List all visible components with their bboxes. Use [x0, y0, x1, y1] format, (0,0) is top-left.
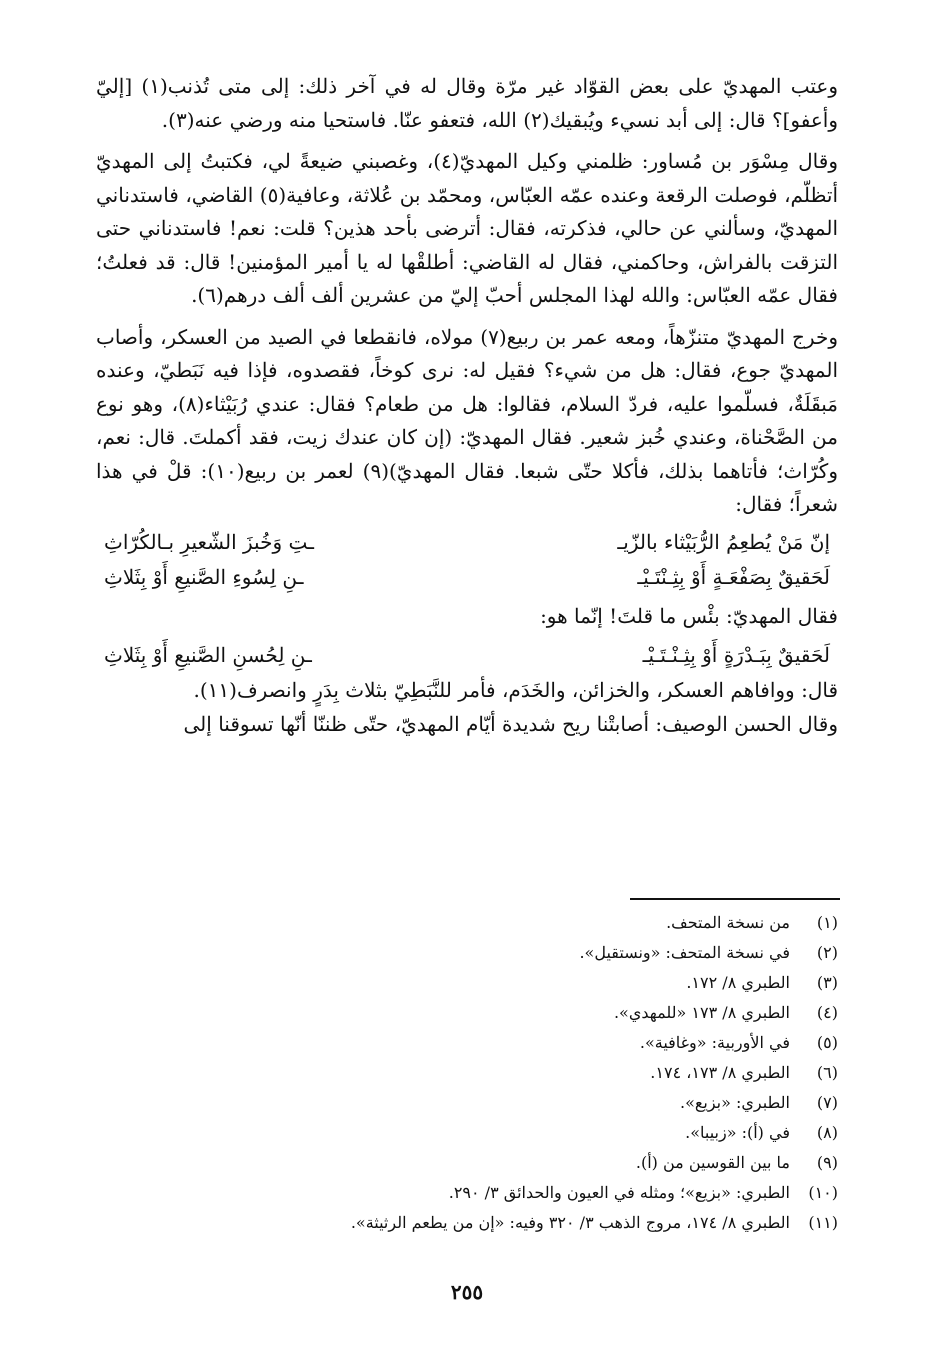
- footnote-text: الطبري: «بزيع»؛ ومثله في العيون والحدائق ٣/ ٢٩٠.: [448, 1183, 790, 1202]
- paragraph: وقال الحسن الوصيف: أصابتْنا ريح شديدة أيّام المهديّ، حتّى ظننّا أنّها تسوقنا إلى: [183, 711, 838, 736]
- footnote: [96, 1118, 838, 1148]
- footnote-text: الطبري ٨/ ١٧٣ «للمهدي».: [613, 1003, 790, 1022]
- verse-hemistich: لَحَقيقٌ بِبَـدْرَةٍ أَوْ بِثِـنْـتَـيْـ: [642, 643, 830, 667]
- footnote-text: الطبري ٨/ ١٧٢.: [686, 973, 790, 992]
- footnote: [96, 968, 838, 998]
- footnote-number: (٣): [816, 973, 838, 992]
- footnote: [96, 1028, 838, 1058]
- footnote-number: (٢): [816, 943, 838, 962]
- footnote-number: (٩): [816, 1153, 838, 1172]
- footnote: [96, 1148, 838, 1178]
- footnote-text: في الأوربية: «وغافية».: [639, 1033, 790, 1052]
- verse-hemistich: إنّ مَنْ يُطعِمُ الرُّبَيْثاء بالزّيـ: [617, 529, 830, 554]
- verse-line: [96, 561, 838, 596]
- footnote: [96, 908, 838, 938]
- footnote-number: (١): [816, 913, 838, 932]
- footnote-number: (٤): [816, 1003, 838, 1022]
- footnote-text: في نسخة المتحف: «ونستقيل».: [579, 943, 790, 962]
- footnote-text: ما بين القوسين من (أ).: [635, 1153, 790, 1172]
- verse-hemistich: لَحَقيقٌ بِصَفْعَـةٍ أَوْ بِثِـنْتَـيْـ: [637, 564, 830, 589]
- footnote: [96, 1088, 838, 1118]
- verse-hemistich: ـنِ لِحُسنِ الصَّنيعِ أَوْ بِثَلاثِ: [104, 643, 312, 667]
- footnote-number: (١١): [808, 1213, 838, 1232]
- paragraph: فقال المهديّ: بئْس ما قلتَ! إنّما هو:: [540, 603, 838, 628]
- footnote-number: (١٠): [808, 1183, 838, 1202]
- verse-hemistich: ـنِ لِسُوءِ الصَّنيعِ أَوْ بِثَلاثِ: [104, 564, 304, 589]
- verse-hemistich: ـتِ وَخُبزَ الشّعيرِ بـالكُرّاثِ: [104, 529, 314, 554]
- footnote-divider: [630, 898, 840, 900]
- footnote: [96, 998, 838, 1028]
- footnote-text: الطبري ٨/ ١٧٣، ١٧٤.: [650, 1063, 790, 1082]
- footnotes: [96, 908, 838, 1238]
- footnote: [96, 938, 838, 968]
- footnote-number: (٧): [816, 1093, 838, 1112]
- footnote-number: (٥): [816, 1033, 838, 1052]
- footnote: [96, 1058, 838, 1088]
- footnote-text: الطبري: «بزيع».: [679, 1093, 790, 1112]
- footnote-number: (٨): [816, 1123, 838, 1142]
- paragraph: وقال مِسْوَر بن مُساور: ظلمني وكيل المهديّ(٤)، وغصبني ضيعةً لي، فكتبتُ إلى المهديّ أتظلّم، فوصلت الرقعة وعنده عمّه العبّاس، ومحمّد بن عُلاثة، وعافية(٥) القاضي، فاستدناني المهديّ، وسألني عن حالي، فذكرته، فقال: أترضى بأحد هذين؟ قلت: نعم! فاستدناني حتى التزقت بالفراش، وحاكمني، فقال له القاضي: أطلقْها له يا أمير المؤمنين! قال: قد فعلتُ؛ فقال عمّه العبّاس: والله لهذا المجلس أحبّ إليّ من عشرين ألف ألف درهم(٦).: [96, 149, 838, 307]
- footnote: [96, 1178, 838, 1208]
- verse-line: [96, 526, 838, 561]
- main-text: [96, 70, 838, 749]
- verse-line: [96, 639, 838, 674]
- paragraph: قال: ووافاهم العسكر، والخزائن، والخَدَم، فأمر للنَّبَطِيّ بثلاث بِدَرٍ وانصرف(١١).: [193, 678, 838, 702]
- paragraph: وخرج المهديّ متنزّهاً، ومعه عمر بن ربيع(٧) مولاه، فانقطعا في الصيد من العسكر، وأصاب المهديّ جوع، فقال: هل من شيء؟ فقيل له: نرى كوخاً، فقصدوه، فإذا فيه نَبَطيّ، وعنده مَبقَلَةٌ، فسلّموا عليه، فردّ السلام، فقالوا: هل من طعام؟ فقال: عندي رُبَيْثاء(٨)، وهو نوع من الصَّحْناة، وعندي خُبز شعير. فقال المهديّ: (إن كان عندك زيت، فقد أكملتَ. قال: نعم، وكُرّاث؛ فأتاهما بذلك، فأكلا حتّى شبعا. فقال المهديّ)(٩) لعمر بن ربيع(١٠): قلْ في هذا شعراً؛ فقال:: [96, 324, 838, 516]
- page-number: ٢٥٥: [450, 1280, 484, 1304]
- paragraph: وعتب المهديّ على بعض القوّاد غير مرّة وقال له في آخر ذلك: إلى متى تُذنب(١) [إليّ وأعفو]؟ قال: إلى أبد نسيء ويُبقيك(٢) الله، فتعفو عنّا. فاستحيا منه ورضي عنه(٣).: [96, 74, 838, 132]
- footnote-number: (٦): [816, 1063, 838, 1082]
- footnote-text: في (أ): «زبيبا».: [685, 1123, 790, 1142]
- footnote: [96, 1208, 838, 1238]
- footnote-text: الطبري ٨/ ١٧٤، مروج الذهب ٣/ ٣٢٠ وفيه: «إن من يطعم الرثيثة».: [350, 1213, 790, 1232]
- footnote-text: من نسخة المتحف.: [666, 913, 790, 932]
